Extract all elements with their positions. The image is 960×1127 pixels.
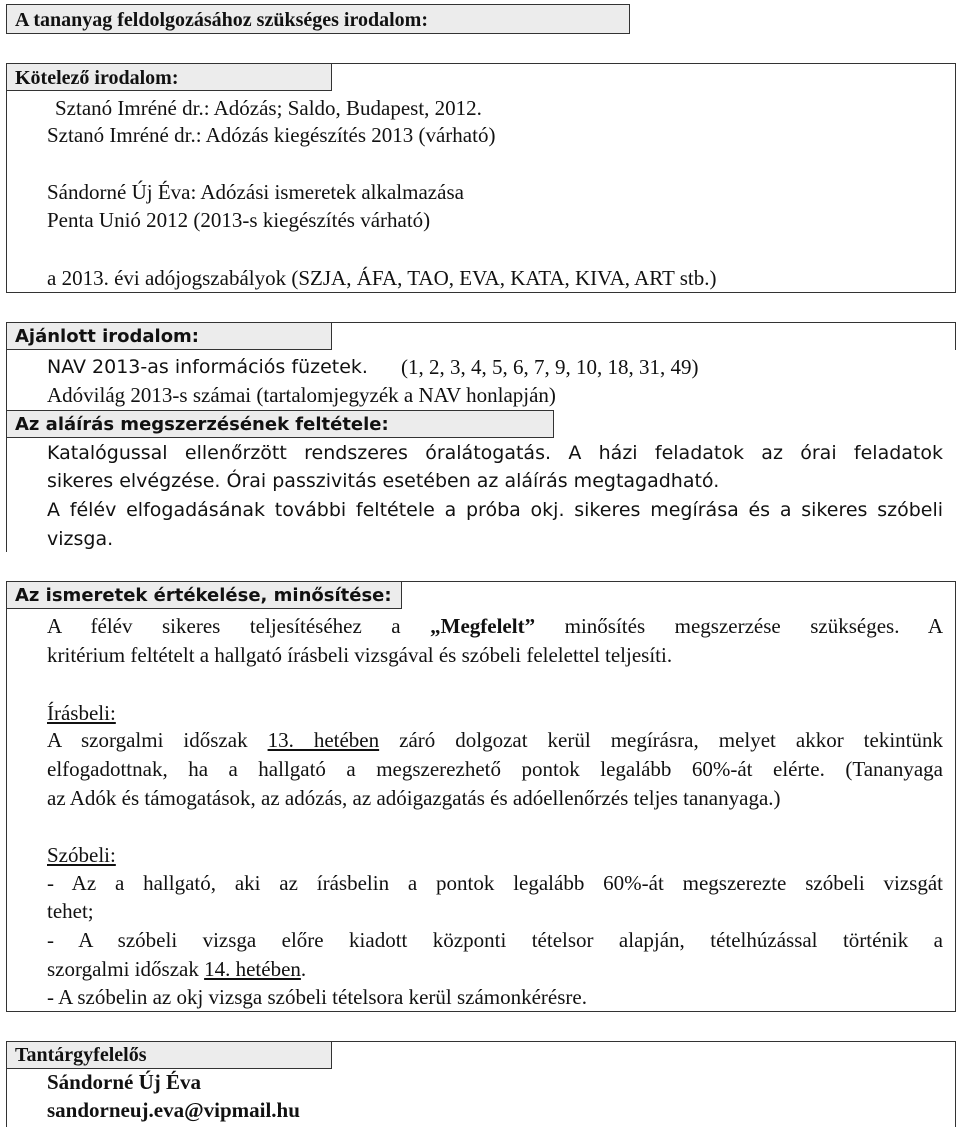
responsible-email: sandorneuj.eva@vipmail.hu (47, 1098, 300, 1122)
signature-line: A félév elfogadásának további feltétele a próba okj. sikeres megírása és a sikeres szóbeli (47, 499, 943, 521)
responsible-header: Tantárgyfelelős (6, 1041, 332, 1069)
written-exam-line: A szorgalmi időszak 13. hetében záró dolgozat kerül megírásra, melyet akkor tekintünk (47, 728, 944, 752)
literature-header: A tananyag feldolgozásához szükséges irodalom: (6, 4, 630, 34)
oral-exam-line: szorgalmi időszak 14. hetében. (47, 957, 307, 981)
oral-exam-line: - A szóbeli vizsga előre kiadott központi tételsor alapján, tételhúzással történik a (47, 928, 943, 952)
evaluation-line: A félév sikeres teljesítéséhez a „Megfelelt” minősítés megszerzése szükséges. A (47, 614, 943, 638)
oral-exam-line: - A szóbelin az okj vizsga szóbeli tételsora kerül számonkérésre. (47, 985, 587, 1009)
evaluation-header: Az ismeretek értékelése, minősítése: (6, 581, 402, 609)
required-item: a 2013. évi adójogszabályok (SZJA, ÁFA, TAO, EVA, KATA, KIVA, ART stb.) (47, 266, 717, 290)
written-exam-title: Írásbeli: (47, 701, 116, 725)
responsible-name: Sándorné Új Éva (47, 1070, 202, 1094)
required-header: Kötelező irodalom: (6, 63, 332, 91)
evaluation-line: kritérium feltételt a hallgató írásbeli vizsgával és szóbeli felelettel teljesíti. (47, 643, 673, 667)
required-item: Penta Unió 2012 (2013-s kiegészítés várható) (47, 208, 431, 232)
oral-exam-title: Szóbeli: (47, 843, 116, 867)
signature-header: Az aláírás megszerzésének feltétele: (6, 410, 554, 438)
recommended-header: Ajánlott irodalom: (6, 322, 332, 350)
oral-exam-line: - Az a hallgató, aki az írásbelin a pontok legalább 60%-át megszerezte szóbeli vizsgát (47, 871, 943, 895)
required-item: Sándorné Új Éva: Adózási ismeretek alkalmazása (47, 180, 464, 204)
required-item: Sztanó Imréné dr.: Adózás; Saldo, Budapest, 2012. (55, 96, 482, 120)
required-item: Sztanó Imréné dr.: Adózás kiegészítés 2013 (várható) (47, 123, 496, 147)
signature-line: vizsga. (47, 528, 114, 550)
written-exam-line: elfogadottnak, ha a hallgató a megszerezhető pontok legalább 60%-át elérte. (Tananyaga (47, 757, 943, 781)
signature-line: sikeres elvégzése. Órai passzivitás esetében az aláírás megtagadható. (47, 470, 720, 492)
signature-line: Katalógussal ellenőrzött rendszeres óralátogatás. A házi feladatok az órai feladatok (47, 442, 943, 464)
written-exam-line: az Adók és támogatások, az adózás, az adóigazgatás és adóellenőrzés teljes tananyaga.) (47, 786, 781, 810)
recommended-item: Adóvilág 2013-s számai (tartalomjegyzék a NAV honlapján) (47, 383, 556, 407)
oral-exam-line: tehet; (47, 899, 94, 923)
recommended-item: NAV 2013-as információs füzetek. (47, 356, 368, 378)
recommended-item-numbers: (1, 2, 3, 4, 5, 6, 7, 9, 10, 18, 31, 49) (401, 355, 699, 379)
